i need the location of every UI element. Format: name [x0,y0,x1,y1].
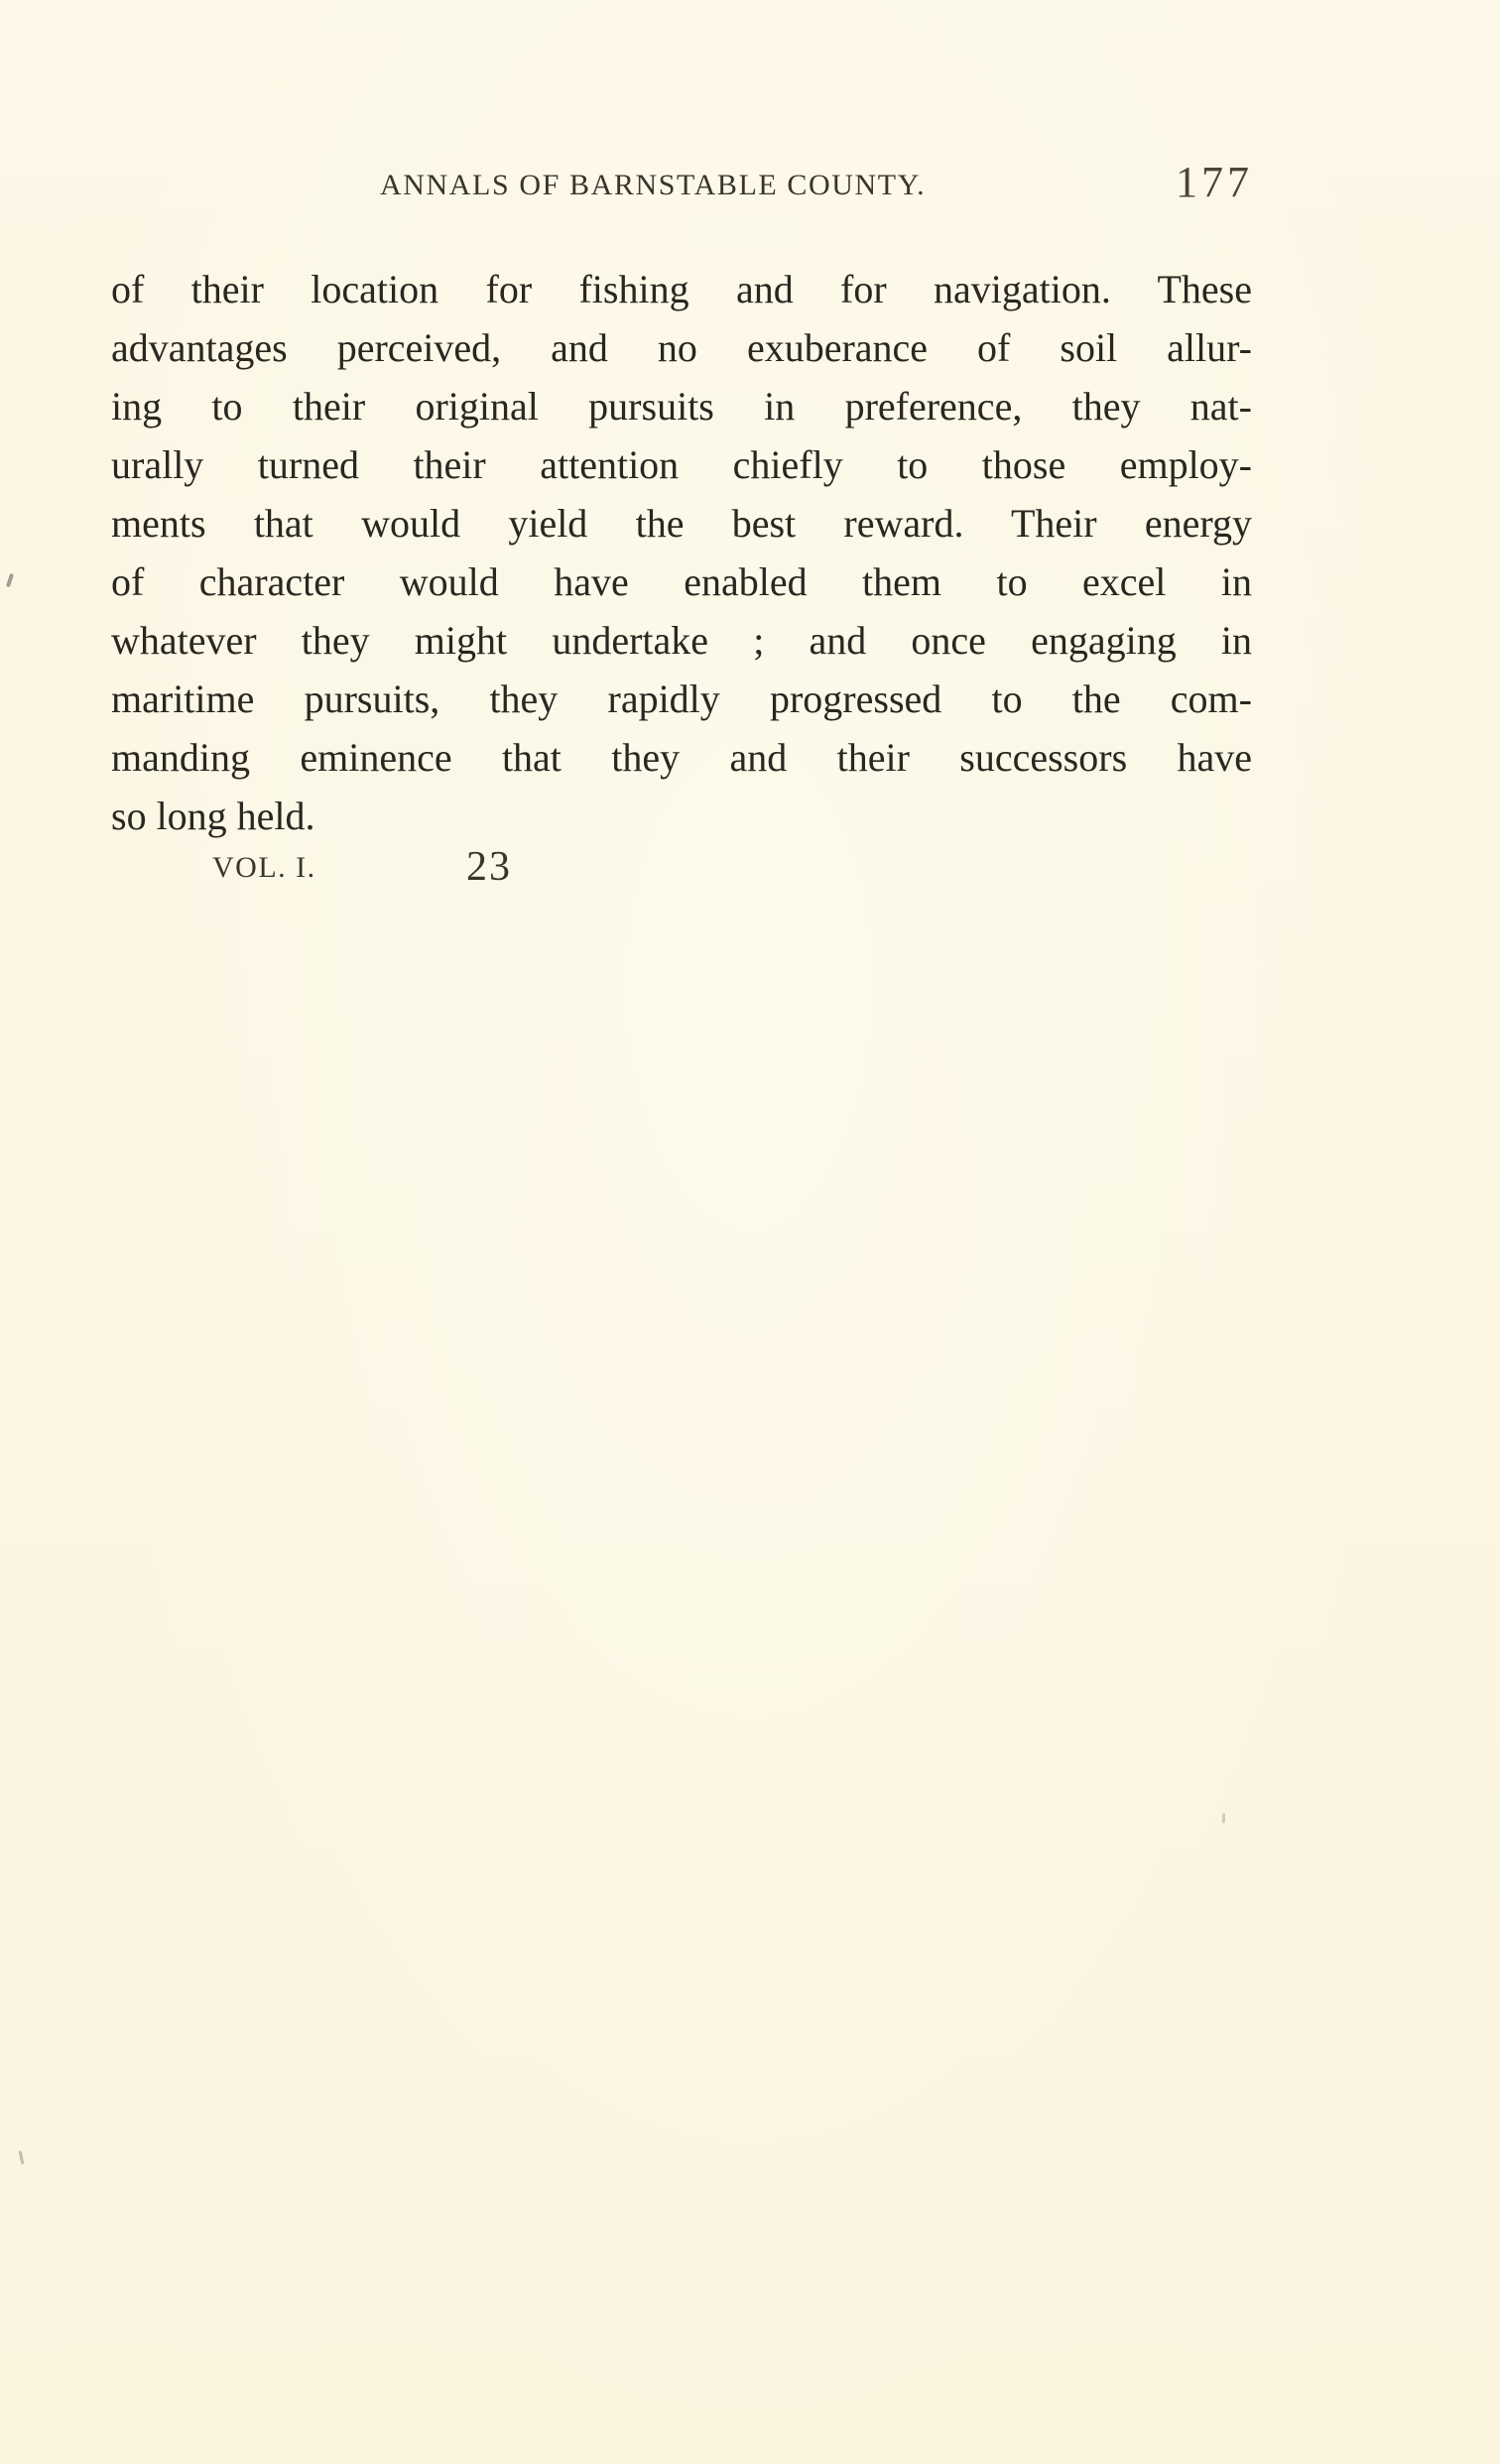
signature-mark [212,845,629,895]
margin-speck [19,2151,25,2164]
text-line: of character would have enabled them to excel in [111,559,1252,604]
text-line: manding eminence that they and their successors have [111,735,1252,780]
running-head [0,158,1500,212]
text-line: ing to their original pursuits in preference, they nat- [111,384,1252,429]
text-line: urally turned their attention chiefly to those employ- [111,442,1252,487]
page-number: 177 [1176,158,1253,206]
text-line: advantages perceived, and no exuberance of soil allur- [111,325,1252,370]
signature-number: 23 [466,844,512,890]
volume-label: VOL. I. [212,851,316,884]
margin-speck [6,573,14,588]
running-title: ANNALS OF BARNSTABLE COUNTY. [380,169,927,201]
text-line-last: so long held. [111,794,315,838]
text-line: ments that would yield the best reward. Their energy [111,501,1252,546]
text-line: whatever they might undertake ; and once engaging in [111,618,1252,663]
body-paragraph [111,260,1252,845]
text-line: maritime pursuits, they rapidly progressed to the com- [111,677,1252,721]
text-line: of their location for fishing and for navigation. These [111,267,1252,311]
margin-speck [1222,1813,1225,1823]
